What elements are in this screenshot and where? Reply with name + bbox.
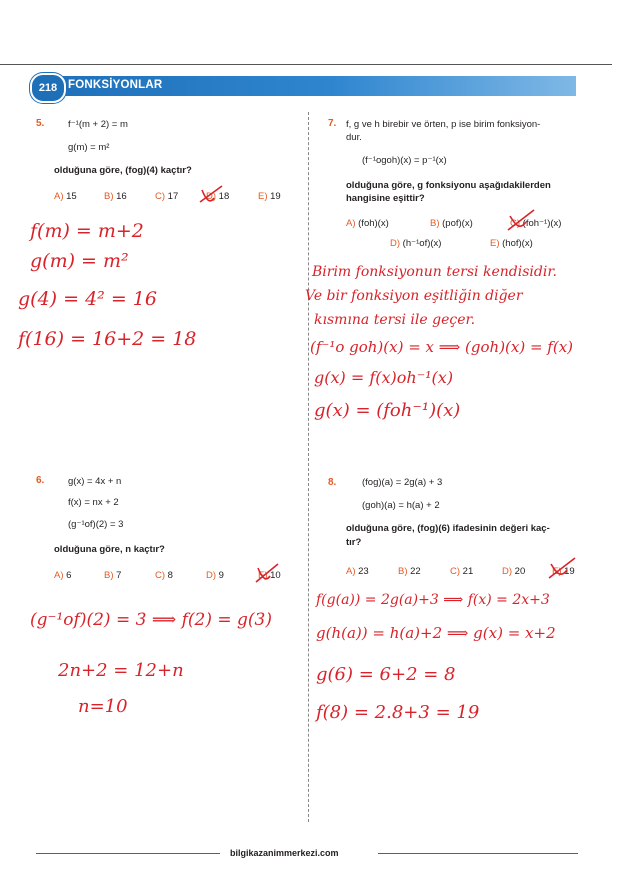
answer-mark-q6: [252, 562, 282, 586]
option-a[interactable]: A) 15: [54, 191, 77, 202]
option-e[interactable]: E) 10: [258, 570, 281, 581]
handwritten-line: f(m) = m+2: [30, 220, 144, 242]
question-prompt: olduğuna göre, n kaçtır?: [54, 544, 165, 555]
given-line-1: g(x) = 4x + n: [68, 476, 122, 487]
column-divider: [308, 112, 309, 822]
handwritten-line: kısmına tersi ile geçer.: [314, 312, 476, 328]
option-a[interactable]: A) 6: [54, 570, 72, 581]
question-prompt-1: olduğuna göre, (fog)(6) ifadesinin değeri kaç-: [346, 523, 550, 534]
option-a[interactable]: A) 23: [346, 566, 369, 577]
intro-line-2: dur.: [346, 132, 362, 143]
footer-rule-left: [36, 853, 220, 854]
handwritten-line: Birim fonksiyonun tersi kendisidir.: [312, 264, 557, 280]
option-b[interactable]: B) (pof)(x): [430, 218, 473, 229]
footer-site: bilgikazanimmerkezi.com: [230, 848, 339, 858]
option-d[interactable]: D) (h⁻¹of)(x): [390, 238, 442, 249]
handwritten-line: Ve bir fonksiyon eşitliğin diğer: [305, 288, 523, 304]
handwritten-line: g(x) = f(x)oh⁻¹(x): [314, 368, 454, 387]
question-number: 6.: [36, 475, 45, 486]
question-number: 5.: [36, 118, 45, 129]
question-prompt: olduğuna göre, (fog)(4) kaçtır?: [54, 165, 192, 176]
given-line-1: (fog)(a) = 2g(a) + 3: [362, 477, 443, 488]
answer-mark-q7: [504, 208, 538, 234]
option-b[interactable]: B) 7: [104, 570, 122, 581]
option-c[interactable]: C) 8: [155, 570, 173, 581]
option-c[interactable]: C) 17: [155, 191, 179, 202]
given-line-3: (g⁻¹of)(2) = 3: [68, 519, 124, 530]
handwritten-line: (f⁻¹o goh)(x) = x ⟹ (goh)(x) = f(x): [310, 338, 574, 356]
top-rule: [0, 64, 612, 65]
answer-mark-q5: [196, 184, 226, 208]
chapter-title: FONKSİYONLAR: [68, 79, 163, 91]
handwritten-line: f(8) = 2.8+3 = 19: [316, 702, 480, 723]
page-number-badge: 218: [30, 73, 66, 103]
given-line-2: f(x) = nx + 2: [68, 497, 119, 508]
option-e[interactable]: E) (hof)(x): [490, 238, 533, 249]
handwritten-line: g(h(a)) = h(a)+2 ⟹ g(x) = x+2: [316, 624, 556, 642]
question-prompt-2: tır?: [346, 537, 362, 548]
handwritten-line: 2n+2 = 12+n: [58, 660, 184, 681]
option-e[interactable]: E) 19: [258, 191, 281, 202]
option-d[interactable]: D) 20: [502, 566, 526, 577]
question-number: 7.: [328, 118, 337, 129]
option-e[interactable]: E) 19: [552, 566, 575, 577]
footer-rule-right: [378, 853, 578, 854]
handwritten-line: g(4) = 4² = 16: [18, 288, 157, 310]
option-b[interactable]: B) 16: [104, 191, 127, 202]
answer-mark-q8: [545, 556, 577, 582]
given-line-2: g(m) = m²: [68, 142, 110, 153]
question-prompt-2: hangisine eşittir?: [346, 193, 425, 204]
question-prompt-1: olduğuna göre, g fonksiyonu aşağıdakilerden: [346, 180, 551, 191]
option-d[interactable]: D) 18: [206, 191, 230, 202]
option-c[interactable]: C) 21: [450, 566, 474, 577]
option-d[interactable]: D) 9: [206, 570, 224, 581]
question-number: 8.: [328, 477, 337, 488]
handwritten-line: g(x) = (foh⁻¹)(x): [314, 400, 461, 421]
given-line-1: f⁻¹(m + 2) = m: [68, 119, 128, 130]
intro-line-1: f, g ve h birebir ve örten, p ise birim fonksiyon-: [346, 119, 541, 130]
option-c[interactable]: C) (foh⁻¹)(x): [510, 218, 562, 229]
option-b[interactable]: B) 22: [398, 566, 421, 577]
given-equation: (f⁻¹ogoh)(x) = p⁻¹(x): [362, 155, 447, 166]
handwritten-line: g(6) = 6+2 = 8: [316, 664, 456, 685]
handwritten-line: n=10: [78, 696, 128, 717]
handwritten-line: f(g(a)) = 2g(a)+3 ⟹ f(x) = 2x+3: [316, 592, 550, 608]
handwritten-line: f(16) = 16+2 = 18: [18, 328, 197, 350]
handwritten-line: g(m) = m²: [30, 250, 129, 272]
handwritten-line: (g⁻¹of)(2) = 3 ⟹ f(2) = g(3): [30, 610, 272, 630]
given-line-2: (goh)(a) = h(a) + 2: [362, 500, 440, 511]
option-a[interactable]: A) (foh)(x): [346, 218, 389, 229]
